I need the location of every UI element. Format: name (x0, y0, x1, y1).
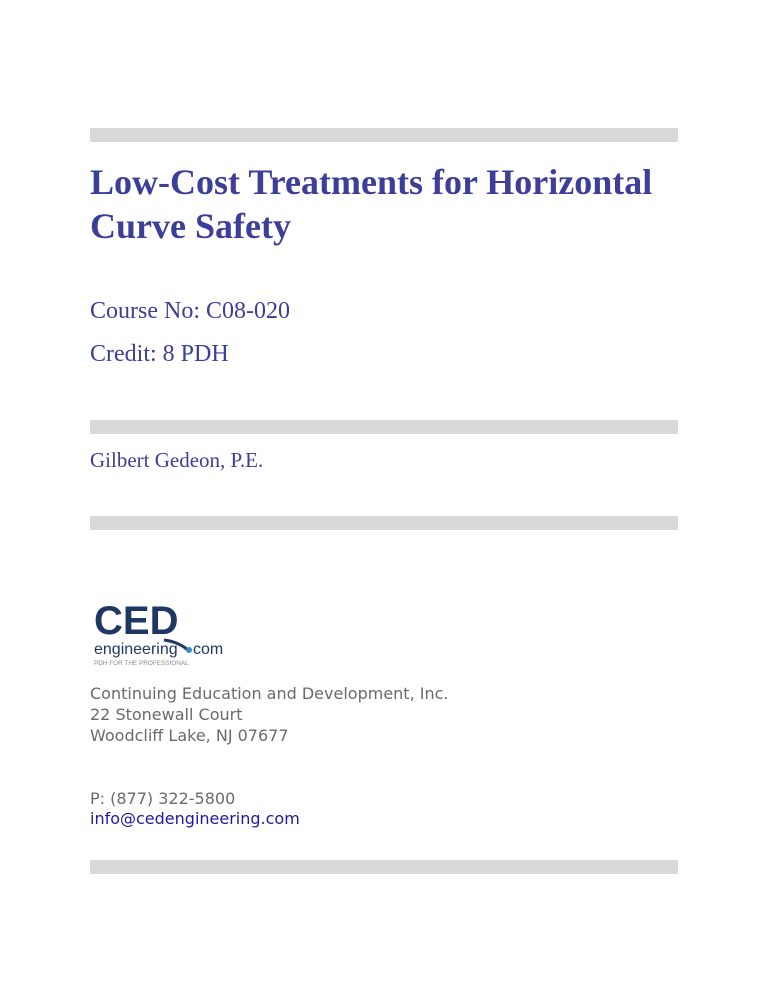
divider-rule-top (90, 128, 678, 142)
course-author: Gilbert Gedeon, P.E. (90, 448, 264, 472)
logo-wordmark: CED (94, 599, 179, 643)
logo-tagline: PDH FOR THE PROFESSIONAL (94, 660, 189, 667)
divider-rule-bottom (90, 860, 678, 874)
logo-domain-name: engineering (94, 641, 178, 658)
company-phone: P: (877) 322-5800 (90, 789, 236, 808)
divider-rule-middle (90, 420, 678, 434)
logo-domain-tld: com (193, 641, 224, 658)
company-name: Continuing Education and Development, Inc. (90, 684, 449, 703)
course-title: Low-Cost Treatments for Horizontal Curve Safety (90, 162, 653, 246)
company-city: Woodcliff Lake, NJ 07677 (90, 726, 289, 745)
ced-engineering-logo (92, 598, 242, 668)
company-email-link[interactable]: info@cedengineering.com (90, 809, 300, 828)
logo-graphic (92, 598, 242, 668)
course-number: Course No: C08-020 (90, 298, 290, 324)
course-credit: Credit: 8 PDH (90, 341, 229, 367)
divider-rule-lower (90, 516, 678, 530)
logo-dot-icon (186, 647, 192, 653)
company-street: 22 Stonewall Court (90, 705, 243, 724)
